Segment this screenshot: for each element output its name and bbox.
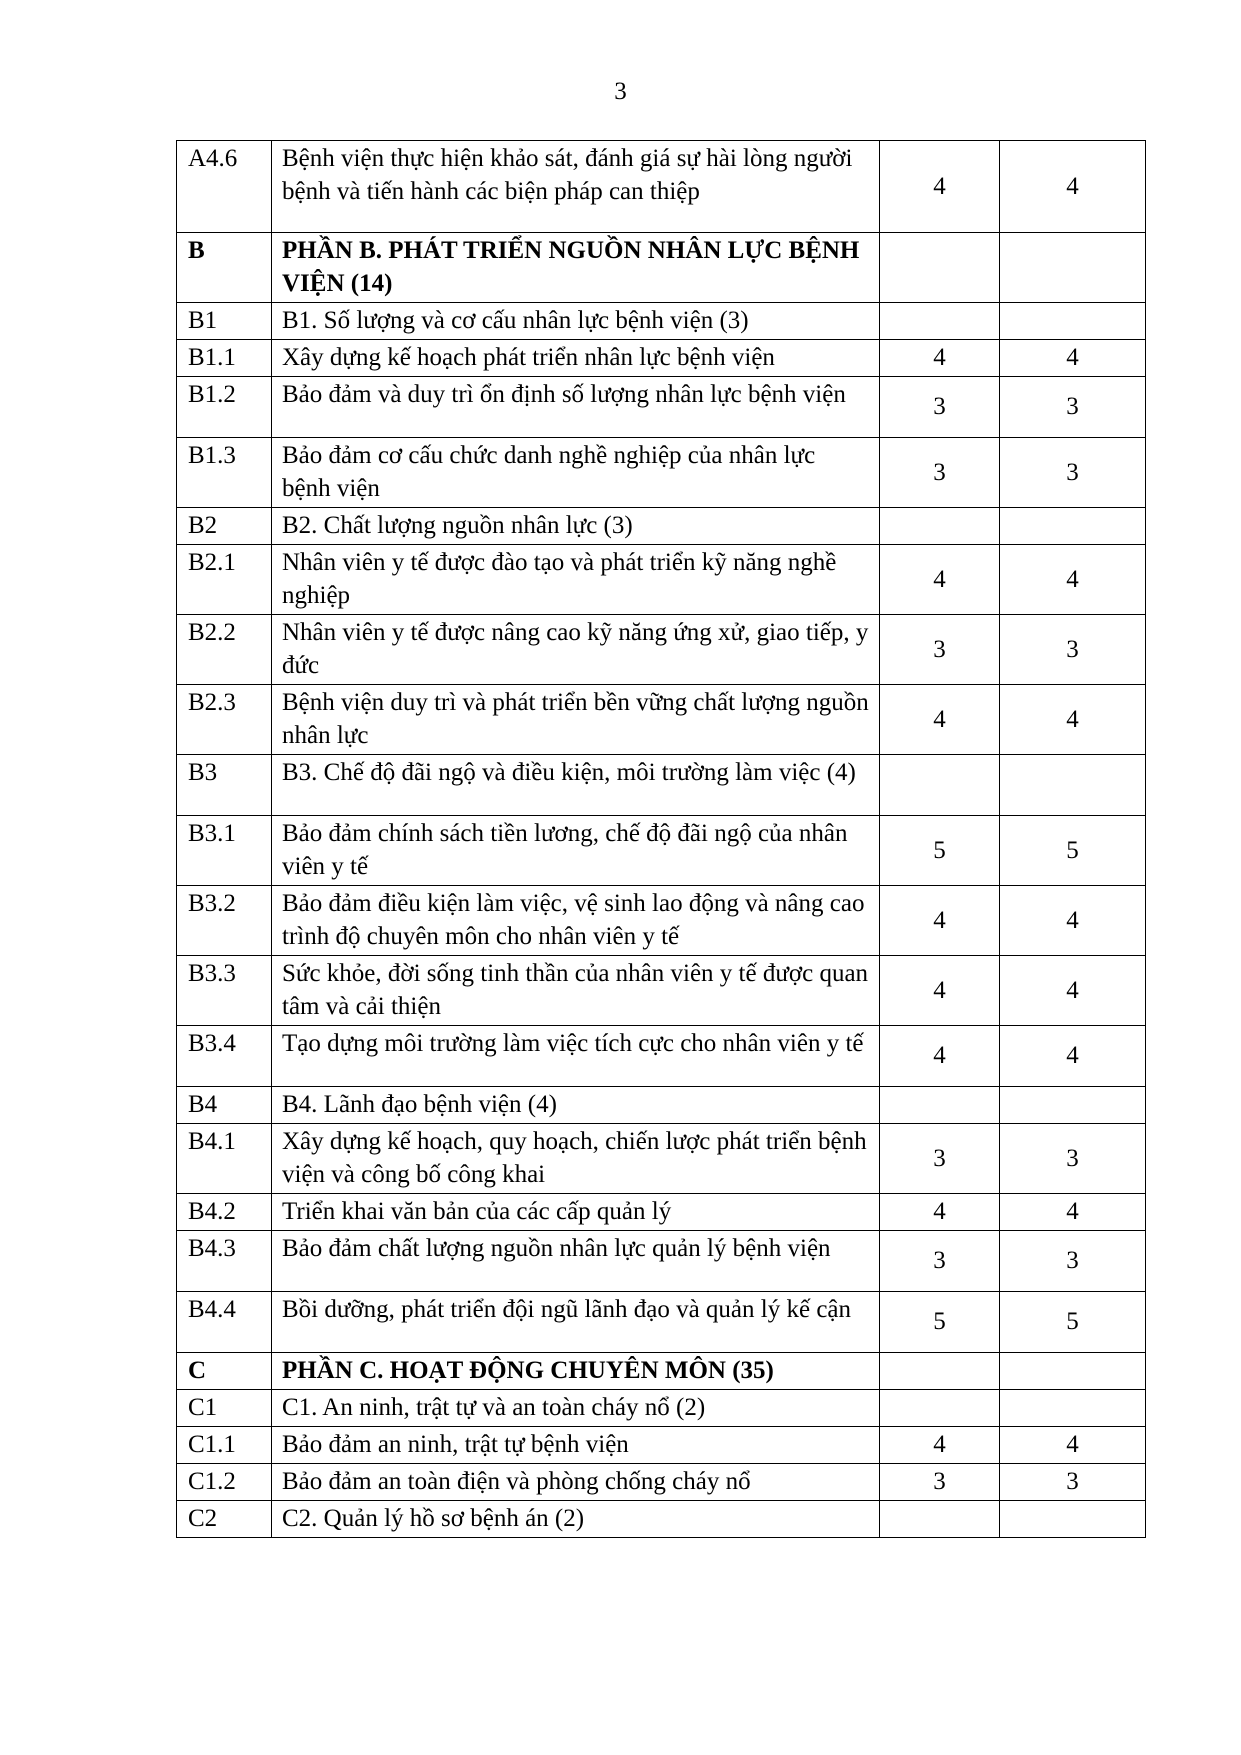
criterion-description: C2. Quản lý hồ sơ bệnh án (2)	[272, 1501, 880, 1538]
criterion-description: Triển khai văn bản của các cấp quản lý	[272, 1194, 880, 1231]
criterion-description: Tạo dựng môi trường làm việc tích cực cho nhân viên y tế	[272, 1026, 880, 1087]
criterion-code: C1	[177, 1390, 272, 1427]
criterion-row	[177, 886, 1146, 956]
criterion-description: B1. Số lượng và cơ cấu nhân lực bệnh viện (3)	[272, 303, 880, 340]
score-2: 4	[1000, 1427, 1146, 1464]
score-1	[880, 1501, 1000, 1538]
score-2	[1000, 233, 1146, 303]
score-1: 4	[880, 141, 1000, 233]
criterion-code: A4.6	[177, 141, 272, 233]
criterion-description: Bảo đảm và duy trì ổn định số lượng nhân lực bệnh viện	[272, 377, 880, 438]
criterion-description: Nhân viên y tế được đào tạo và phát triển kỹ năng nghề nghiệp	[272, 545, 880, 615]
score-1: 5	[880, 1292, 1000, 1353]
criterion-description: Bảo đảm điều kiện làm việc, vệ sinh lao động và nâng cao trình độ chuyên môn cho nhân viên y tế	[272, 886, 880, 956]
score-1	[880, 303, 1000, 340]
criterion-code: C1.1	[177, 1427, 272, 1464]
score-1: 4	[880, 886, 1000, 956]
criterion-description: Bảo đảm an ninh, trật tự bệnh viện	[272, 1427, 880, 1464]
criterion-description: B3. Chế độ đãi ngộ và điều kiện, môi trường làm việc (4)	[272, 755, 880, 816]
criterion-code: B1.1	[177, 340, 272, 377]
score-2: 4	[1000, 545, 1146, 615]
score-2	[1000, 508, 1146, 545]
criterion-code: C2	[177, 1501, 272, 1538]
criterion-code: B3.3	[177, 956, 272, 1026]
criterion-row	[177, 545, 1146, 615]
group-header-row	[177, 303, 1146, 340]
score-2: 4	[1000, 340, 1146, 377]
criterion-description: Bảo đảm an toàn điện và phòng chống cháy nổ	[272, 1464, 880, 1501]
criterion-row	[177, 1124, 1146, 1194]
score-2: 5	[1000, 816, 1146, 886]
score-2: 3	[1000, 377, 1146, 438]
criterion-row	[177, 685, 1146, 755]
score-2: 4	[1000, 1026, 1146, 1087]
score-1	[880, 1087, 1000, 1124]
criterion-row	[177, 816, 1146, 886]
criterion-row	[177, 340, 1146, 377]
criterion-code: B3.4	[177, 1026, 272, 1087]
score-1: 4	[880, 340, 1000, 377]
criterion-description: Bảo đảm chất lượng nguồn nhân lực quản lý bệnh viện	[272, 1231, 880, 1292]
criterion-code: B3.2	[177, 886, 272, 956]
score-2	[1000, 1501, 1146, 1538]
criteria-table-body	[177, 141, 1146, 1538]
score-2: 3	[1000, 1464, 1146, 1501]
criterion-code: B2	[177, 508, 272, 545]
criterion-code: B4	[177, 1087, 272, 1124]
criterion-description: PHẦN C. HOẠT ĐỘNG CHUYÊN MÔN (35)	[272, 1353, 880, 1390]
criterion-description: PHẦN B. PHÁT TRIỂN NGUỒN NHÂN LỰC BỆNH VIỆN (14)	[272, 233, 880, 303]
score-2	[1000, 1087, 1146, 1124]
score-1: 4	[880, 1194, 1000, 1231]
score-2: 5	[1000, 1292, 1146, 1353]
criterion-code: B	[177, 233, 272, 303]
score-1	[880, 233, 1000, 303]
criterion-code: B4.4	[177, 1292, 272, 1353]
criterion-description: C1. An ninh, trật tự và an toàn cháy nổ (2)	[272, 1390, 880, 1427]
criterion-row	[177, 956, 1146, 1026]
criterion-code: B3	[177, 755, 272, 816]
page-number: 3	[614, 78, 627, 105]
score-2: 4	[1000, 886, 1146, 956]
score-1: 4	[880, 1026, 1000, 1087]
score-2: 3	[1000, 1124, 1146, 1194]
criterion-row	[177, 1231, 1146, 1292]
criterion-description: Bảo đảm cơ cấu chức danh nghề nghiệp của nhân lực bệnh viện	[272, 438, 880, 508]
criterion-row	[177, 1292, 1146, 1353]
score-1: 5	[880, 816, 1000, 886]
score-2: 4	[1000, 1194, 1146, 1231]
criterion-row	[177, 1427, 1146, 1464]
criterion-description: Bệnh viện thực hiện khảo sát, đánh giá sự hài lòng người bệnh và tiến hành các biện pháp can thiệp	[272, 141, 880, 233]
criterion-description: Bồi dưỡng, phát triển đội ngũ lãnh đạo và quản lý kế cận	[272, 1292, 880, 1353]
score-1: 3	[880, 1231, 1000, 1292]
criterion-code: C	[177, 1353, 272, 1390]
criterion-description: Xây dựng kế hoạch, quy hoạch, chiến lược phát triển bệnh viện và công bố công khai	[272, 1124, 880, 1194]
criterion-code: B2.1	[177, 545, 272, 615]
criterion-description: Bệnh viện duy trì và phát triển bền vững chất lượng nguồn nhân lực	[272, 685, 880, 755]
score-1: 3	[880, 615, 1000, 685]
score-2	[1000, 755, 1146, 816]
criterion-code: B4.1	[177, 1124, 272, 1194]
score-1	[880, 1353, 1000, 1390]
score-1: 4	[880, 1427, 1000, 1464]
score-2: 3	[1000, 615, 1146, 685]
criterion-code: B2.3	[177, 685, 272, 755]
criterion-description: Xây dựng kế hoạch phát triển nhân lực bệnh viện	[272, 340, 880, 377]
criterion-row	[177, 615, 1146, 685]
score-1	[880, 1390, 1000, 1427]
score-2: 3	[1000, 438, 1146, 508]
criterion-code: B4.3	[177, 1231, 272, 1292]
criterion-row	[177, 1026, 1146, 1087]
score-1: 3	[880, 438, 1000, 508]
group-header-row	[177, 1087, 1146, 1124]
criterion-row	[177, 1464, 1146, 1501]
criterion-code: B2.2	[177, 615, 272, 685]
score-1	[880, 755, 1000, 816]
criterion-row	[177, 377, 1146, 438]
group-header-row	[177, 1501, 1146, 1538]
criterion-code: B1	[177, 303, 272, 340]
section-header-row	[177, 233, 1146, 303]
criterion-row	[177, 438, 1146, 508]
criterion-description: B4. Lãnh đạo bệnh viện (4)	[272, 1087, 880, 1124]
criterion-row	[177, 1194, 1146, 1231]
score-1	[880, 508, 1000, 545]
score-1: 3	[880, 377, 1000, 438]
score-2: 4	[1000, 685, 1146, 755]
section-header-row	[177, 1353, 1146, 1390]
score-2	[1000, 303, 1146, 340]
criterion-description: Nhân viên y tế được nâng cao kỹ năng ứng xử, giao tiếp, y đức	[272, 615, 880, 685]
criterion-row	[177, 141, 1146, 233]
criterion-code: B3.1	[177, 816, 272, 886]
score-1: 4	[880, 545, 1000, 615]
criterion-code: B1.3	[177, 438, 272, 508]
criterion-code: C1.2	[177, 1464, 272, 1501]
score-2	[1000, 1390, 1146, 1427]
score-1: 3	[880, 1124, 1000, 1194]
score-1: 4	[880, 685, 1000, 755]
score-2: 4	[1000, 141, 1146, 233]
criteria-table	[176, 140, 1146, 1538]
score-2: 3	[1000, 1231, 1146, 1292]
score-1: 3	[880, 1464, 1000, 1501]
criterion-description: Bảo đảm chính sách tiền lương, chế độ đãi ngộ của nhân viên y tế	[272, 816, 880, 886]
criterion-description: B2. Chất lượng nguồn nhân lực (3)	[272, 508, 880, 545]
group-header-row	[177, 508, 1146, 545]
score-2: 4	[1000, 956, 1146, 1026]
score-1: 4	[880, 956, 1000, 1026]
group-header-row	[177, 755, 1146, 816]
criterion-description: Sức khỏe, đời sống tinh thần của nhân viên y tế được quan tâm và cải thiện	[272, 956, 880, 1026]
criterion-code: B4.2	[177, 1194, 272, 1231]
score-2	[1000, 1353, 1146, 1390]
criterion-code: B1.2	[177, 377, 272, 438]
group-header-row	[177, 1390, 1146, 1427]
